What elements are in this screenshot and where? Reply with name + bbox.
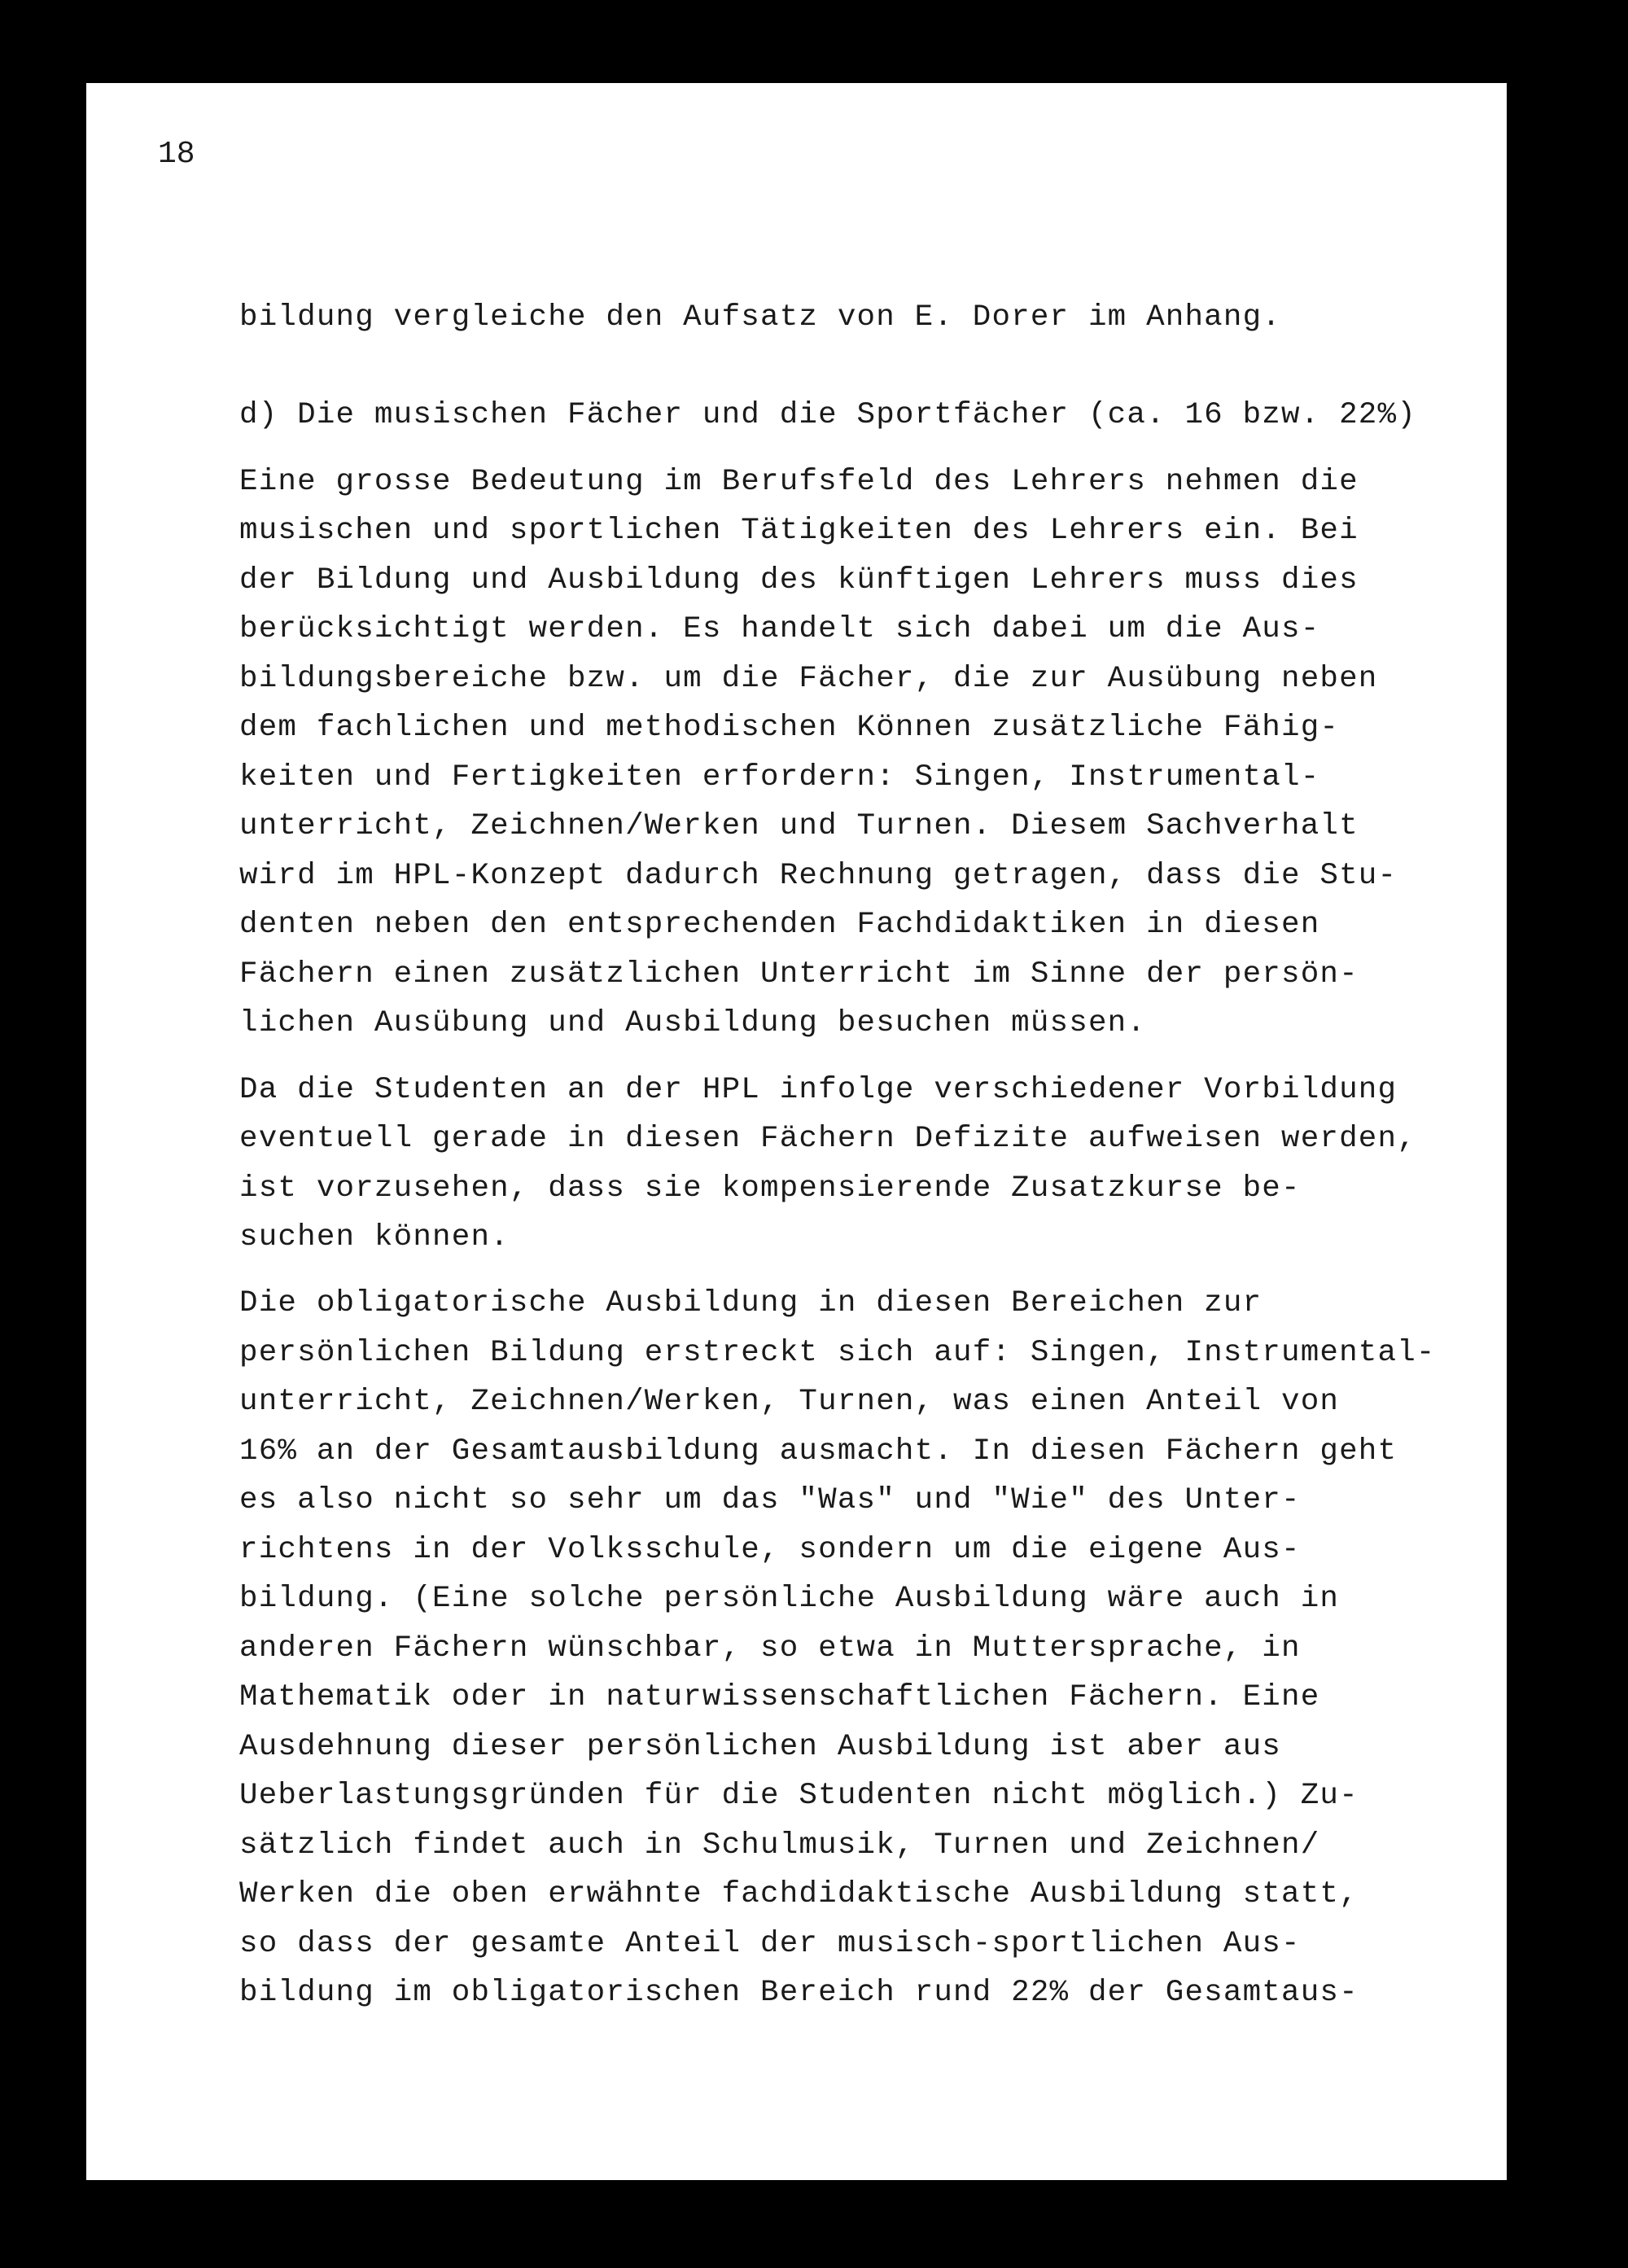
text-line: Die obligatorische Ausbildung in diesen Bereichen zur [239,1286,1263,1320]
text-line: persönlichen Bildung erstreckt sich auf: Singen, Instrumental- [239,1336,1436,1370]
text-line: der Bildung und Ausbildung des künftigen Lehrers muss dies [239,563,1359,598]
text-line: denten neben den entsprechenden Fachdidaktiken in diesen [239,908,1320,942]
text-line: es also nicht so sehr um das "Was" und "Wie" des Unter- [239,1483,1301,1517]
text-line: eventuell gerade in diesen Fächern Defizite aufweisen werden, [239,1122,1416,1156]
text-line: bildung vergleiche den Aufsatz von E. Dorer im Anhang. [239,300,1281,335]
text-line: Fächern einen zusätzlichen Unterricht im Sinne der persön- [239,957,1359,992]
text-line: wird im HPL-Konzept dadurch Rechnung getragen, dass die Stu- [239,859,1398,893]
text-line: Werken die oben erwähnte fachdidaktische Ausbildung statt, [239,1877,1359,1911]
text-line: dem fachlichen und methodischen Können zusätzliche Fähig- [239,711,1340,745]
text-line: anderen Fächern wünschbar, so etwa in Muttersprache, in [239,1631,1301,1666]
text-line: unterricht, Zeichnen/Werken und Turnen. Diesem Sachverhalt [239,809,1359,843]
section-heading: d) Die musischen Fächer und die Sportfächer (ca. 16 bzw. 22%) [239,398,1416,432]
text-line: bildung. (Eine solche persönliche Ausbildung wäre auch in [239,1582,1340,1616]
text-line: ist vorzusehen, dass sie kompensierende Zusatzkurse be- [239,1171,1301,1206]
text-line: lichen Ausübung und Ausbildung besuchen müssen. [239,1006,1147,1040]
text-line: 16% an der Gesamtausbildung ausmacht. In diesen Fächern geht [239,1434,1398,1469]
text-line: Ausdehnung dieser persönlichen Ausbildung ist aber aus [239,1730,1281,1764]
text-line: keiten und Fertigkeiten erfordern: Singen, Instrumental- [239,760,1320,795]
text-line: so dass der gesamte Anteil der musisch-sportlichen Aus- [239,1927,1301,1961]
text-line: Da die Studenten an der HPL infolge verschiedener Vorbildung [239,1073,1398,1107]
text-line: musischen und sportlichen Tätigkeiten des Lehrers ein. Bei [239,514,1359,548]
text-line: berücksichtigt werden. Es handelt sich dabei um die Aus- [239,612,1320,646]
text-line: sätzlich findet auch in Schulmusik, Turnen und Zeichnen/ [239,1828,1320,1863]
text-line: suchen können. [239,1220,510,1254]
text-line: Ueberlastungsgründen für die Studenten nicht möglich.) Zu- [239,1779,1359,1813]
text-line: Mathematik oder in naturwissenschaftlichen Fächern. Eine [239,1680,1320,1714]
text-line: bildung im obligatorischen Bereich rund 22% der Gesamtaus- [239,1976,1359,2010]
text-line: richtens in der Volksschule, sondern um die eigene Aus- [239,1533,1301,1567]
page-number: 18 [158,137,195,172]
text-line: bildungsbereiche bzw. um die Fächer, die zur Ausübung neben [239,662,1378,696]
text-line: Eine grosse Bedeutung im Berufsfeld des Lehrers nehmen die [239,465,1359,499]
text-line: unterricht, Zeichnen/Werken, Turnen, was einen Anteil von [239,1385,1340,1419]
